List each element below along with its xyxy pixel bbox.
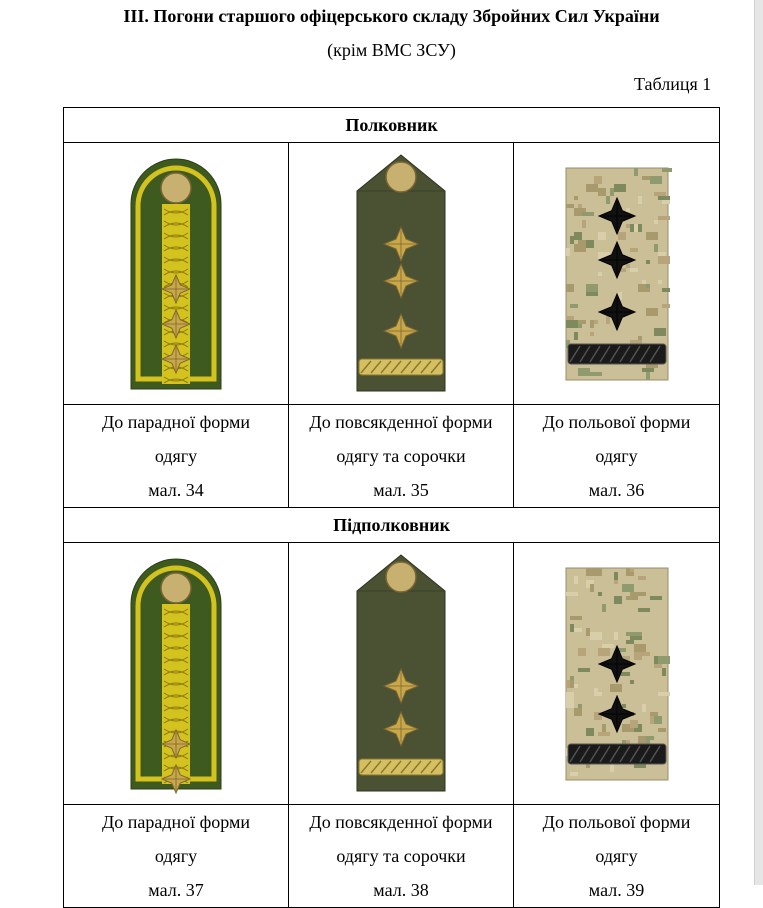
parade-shoulder-board-image <box>126 154 226 394</box>
caption-line: одягу <box>595 446 638 466</box>
button-icon <box>161 573 191 603</box>
figure-number: мал. 36 <box>588 480 645 500</box>
page-title: ІІІ. Погони старшого офіцерського складу Збройних Сил України <box>123 6 660 26</box>
braid-stripe <box>359 359 443 375</box>
rank-title: Полковник <box>64 108 720 143</box>
parade-shoulder-board-image <box>126 554 226 794</box>
figure-number: мал. 35 <box>373 480 429 500</box>
daily-shoulder-board-image <box>351 151 451 396</box>
caption-cell <box>289 405 514 508</box>
caption-cell <box>64 805 289 908</box>
caption-line: До польової форми <box>542 412 691 432</box>
caption-line: До парадної форми <box>101 412 251 432</box>
rank-title: Підполковник <box>64 508 720 543</box>
caption-line: одягу та сорочки <box>336 446 466 466</box>
caption-cell <box>64 405 289 508</box>
caption-line: До повсякденної форми <box>309 812 493 832</box>
field-shoulder-board-cell <box>514 543 720 805</box>
caption-line: До польової форми <box>542 812 691 832</box>
caption-line: одягу та сорочки <box>336 846 466 866</box>
parade-shoulder-board-cell <box>64 543 289 805</box>
rank-row <box>64 508 720 543</box>
button-icon <box>386 162 416 192</box>
daily-shoulder-board-image <box>351 551 451 796</box>
caption-row <box>64 405 720 508</box>
braid-stripe <box>359 759 443 775</box>
image-row <box>64 543 720 805</box>
figure-number: мал. 37 <box>148 880 204 900</box>
image-row <box>64 143 720 405</box>
parade-shoulder-board-cell <box>64 143 289 405</box>
daily-shoulder-board-cell <box>289 143 514 405</box>
field-shoulder-board-image <box>562 564 672 784</box>
button-icon <box>386 562 416 592</box>
button-icon <box>161 173 191 203</box>
caption-line: одягу <box>154 446 198 466</box>
rank-row <box>64 108 720 143</box>
daily-shoulder-board-cell <box>289 543 514 805</box>
table-label: Таблиця 1 <box>634 74 712 94</box>
braid-stripe <box>568 744 666 764</box>
field-shoulder-board-image <box>562 164 672 384</box>
caption-line: До парадної форми <box>101 812 251 832</box>
field-shoulder-board-cell <box>514 143 720 405</box>
figure-number: мал. 39 <box>588 880 645 900</box>
caption-cell <box>514 805 720 908</box>
figure-number: мал. 34 <box>148 480 204 500</box>
braid-stripe <box>568 344 666 364</box>
insignia-table <box>63 107 720 908</box>
caption-row <box>64 805 720 908</box>
caption-cell <box>514 405 720 508</box>
page-subtitle: (крім ВМС ЗСУ) <box>327 40 456 60</box>
caption-line: До повсякденної форми <box>309 412 493 432</box>
page-edge <box>754 0 763 885</box>
figure-number: мал. 38 <box>373 880 429 900</box>
caption-cell <box>289 805 514 908</box>
caption-line: одягу <box>154 846 198 866</box>
caption-line: одягу <box>595 846 638 866</box>
